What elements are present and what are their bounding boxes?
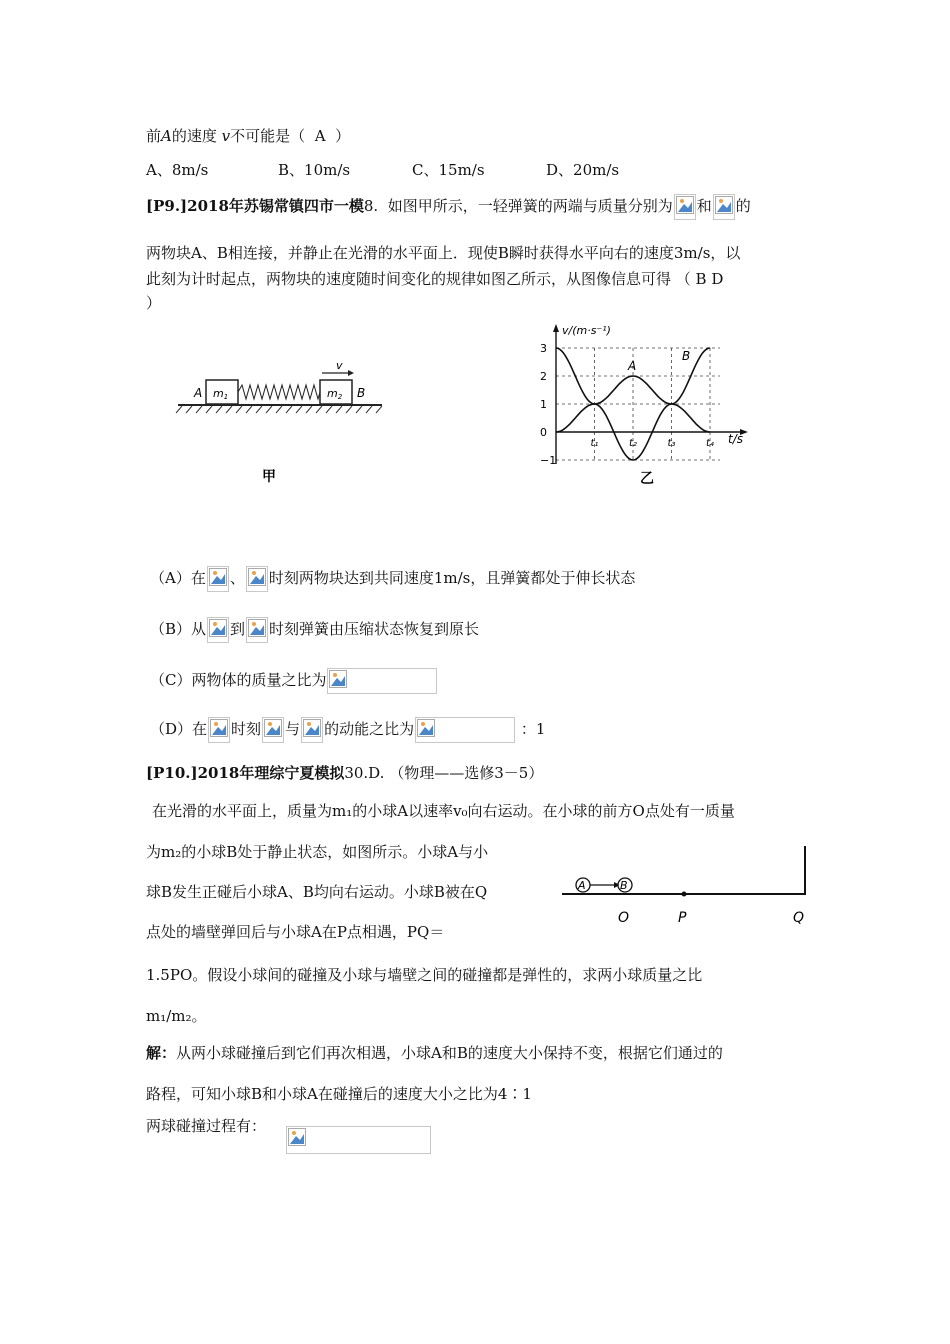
label-A: A bbox=[194, 386, 203, 400]
broken-image-icon bbox=[246, 617, 268, 643]
q10-heading bbox=[146, 763, 543, 783]
q10-line6: m₁/m₂。 bbox=[146, 1007, 207, 1025]
q9-line4: ） bbox=[146, 294, 162, 312]
stem-text: ） bbox=[335, 127, 351, 145]
q9-option-a bbox=[150, 566, 635, 592]
q10-line5: 1.5PO。假设小球间的碰撞及小球与墙壁之间的碰撞都是弹性的，求两小球质量之比 bbox=[146, 966, 703, 984]
m2-label: m2 bbox=[327, 387, 343, 401]
q10-line2: 为m₂的小球B处于静止状态，如图所示。小球A与小 bbox=[146, 843, 489, 861]
figure-yi-chart bbox=[520, 318, 760, 488]
option-text: 、 bbox=[229, 569, 245, 587]
option-text: ：1 bbox=[520, 720, 546, 738]
q10-line3: 球B发生正碰后小球A、B均向右运动。小球B被在Q bbox=[146, 883, 488, 901]
label-v: v bbox=[336, 359, 343, 372]
chart-axes bbox=[553, 324, 748, 464]
prev-option-b: B、10m/s bbox=[278, 161, 351, 179]
prev-question-stem bbox=[146, 126, 350, 146]
stem-text: 不可能是（ bbox=[230, 127, 306, 145]
stem-var: A bbox=[161, 127, 172, 145]
y-tick-label: −1 bbox=[540, 454, 557, 467]
solution-text: 从两小球碰撞后到它们再次相遇，小球A和B的速度大小保持不变，根据它们通过的 bbox=[176, 1044, 723, 1062]
label-O: O bbox=[618, 910, 630, 926]
y-tick-label: 1 bbox=[540, 398, 547, 411]
option-text: 的动能之比为 bbox=[324, 720, 415, 738]
y-axis-arrow bbox=[553, 324, 559, 332]
q9-tag: [P9.]2018年苏锡常镇四市一模 bbox=[146, 197, 364, 215]
option-text: 与 bbox=[285, 720, 301, 738]
answer-text: A bbox=[314, 127, 326, 145]
q9-line3: 此刻为计时起点，两物块的速度随时间变化的规律如图乙所示，从图像信息可得 （ B D bbox=[146, 270, 724, 288]
y-tick-label: 0 bbox=[540, 426, 547, 439]
point-P-dot bbox=[682, 892, 687, 897]
option-text: （C）两物体的质量之比为 bbox=[150, 671, 327, 689]
chart-caption: 乙 bbox=[640, 471, 654, 487]
x-tick-label: t₃ bbox=[667, 438, 676, 449]
option-text: （A）在 bbox=[150, 569, 206, 587]
option-text: 时刻弹簧由压缩状态恢复到原长 bbox=[269, 620, 480, 638]
q10-sub: （物理——选修3－5） bbox=[389, 764, 544, 782]
broken-image-icon bbox=[207, 617, 229, 643]
prev-option-d: D、20m/s bbox=[546, 161, 620, 179]
q9-line2: 两物块A、B相连接，并静止在光滑的水平面上．现使B瞬时获得水平向右的速度3m/s，以 bbox=[146, 244, 741, 262]
chart-xlabel: t/s bbox=[728, 432, 743, 446]
q10-num: 30.D. bbox=[344, 764, 385, 782]
stem-text: 的速度 bbox=[171, 127, 217, 145]
q9-num: 8. bbox=[363, 197, 379, 215]
broken-image-icon bbox=[327, 668, 437, 694]
y-tick-label: 3 bbox=[540, 342, 547, 355]
solution-line3: 两球碰撞过程有： bbox=[146, 1117, 267, 1135]
label-P: P bbox=[678, 910, 687, 926]
ground-hatch bbox=[176, 406, 382, 413]
label-B: B bbox=[357, 386, 366, 400]
broken-image-icon bbox=[301, 717, 323, 743]
option-text: 时刻 bbox=[231, 720, 262, 738]
broken-image-icon bbox=[207, 566, 229, 592]
x-tick-label: t₂ bbox=[629, 438, 637, 449]
m1-label: m1 bbox=[213, 387, 229, 401]
q9-text: 的 bbox=[735, 197, 751, 215]
stem-text: 前 bbox=[146, 127, 162, 145]
chart-ylabel: v/(m·s⁻¹) bbox=[562, 324, 611, 337]
prev-option-c: C、15m/s bbox=[412, 161, 485, 179]
broken-image-icon bbox=[286, 1126, 431, 1154]
label-Q: Q bbox=[793, 910, 805, 926]
option-text: 时刻两物块达到共同速度1m/s，且弹簧都处于伸长状态 bbox=[268, 569, 636, 587]
q10-line4: 点处的墙壁弹回后与小球A在P点相遇，PQ＝ bbox=[146, 923, 445, 941]
spring bbox=[238, 385, 320, 399]
x-tick-label: t₁ bbox=[590, 438, 599, 449]
stem-var: v bbox=[221, 127, 231, 145]
option-text: （B）从 bbox=[150, 620, 207, 638]
broken-image-icon bbox=[674, 194, 696, 220]
ball-B-label: B bbox=[620, 879, 628, 892]
solution-line1 bbox=[146, 1043, 723, 1063]
solution-label: 解： bbox=[146, 1044, 177, 1062]
velocity-arrow-head bbox=[348, 370, 354, 376]
ball-A-label: A bbox=[578, 879, 586, 892]
curve-label-B: B bbox=[682, 349, 691, 363]
q10-line1: 在光滑的水平面上，质量为m₁的小球A以速率v₀向右运动。在小球的前方O点处有一质量 bbox=[152, 802, 735, 820]
prev-option-a: A、8m/s bbox=[146, 161, 209, 179]
y-tick-label: 2 bbox=[540, 370, 547, 383]
x-tick-label: t₄ bbox=[706, 438, 714, 449]
q9-text: 如图甲所示，一轻弹簧的两端与质量分别为 bbox=[387, 197, 673, 215]
option-text: 到 bbox=[230, 620, 246, 638]
option-text: （D）在 bbox=[150, 720, 208, 738]
broken-image-icon bbox=[713, 194, 735, 220]
solution-line2: 路程，可知小球B和小球A在碰撞后的速度大小之比为4∶1 bbox=[146, 1085, 532, 1103]
q10-figure bbox=[556, 842, 816, 932]
q9-text: 和 bbox=[696, 197, 712, 215]
broken-image-icon bbox=[246, 566, 268, 592]
q9-line1 bbox=[146, 194, 751, 220]
q9-option-d bbox=[150, 717, 545, 743]
figure-jia bbox=[172, 355, 392, 495]
q9-option-c bbox=[150, 668, 438, 694]
broken-image-icon bbox=[208, 717, 230, 743]
caption-jia: 甲 bbox=[262, 469, 276, 485]
q9-option-b bbox=[150, 617, 479, 643]
curve-label-A: A bbox=[628, 359, 637, 373]
broken-image-icon bbox=[415, 717, 515, 743]
q10-tag: [P10.]2018年理综宁夏模拟 bbox=[146, 764, 345, 782]
broken-image-icon bbox=[262, 717, 284, 743]
